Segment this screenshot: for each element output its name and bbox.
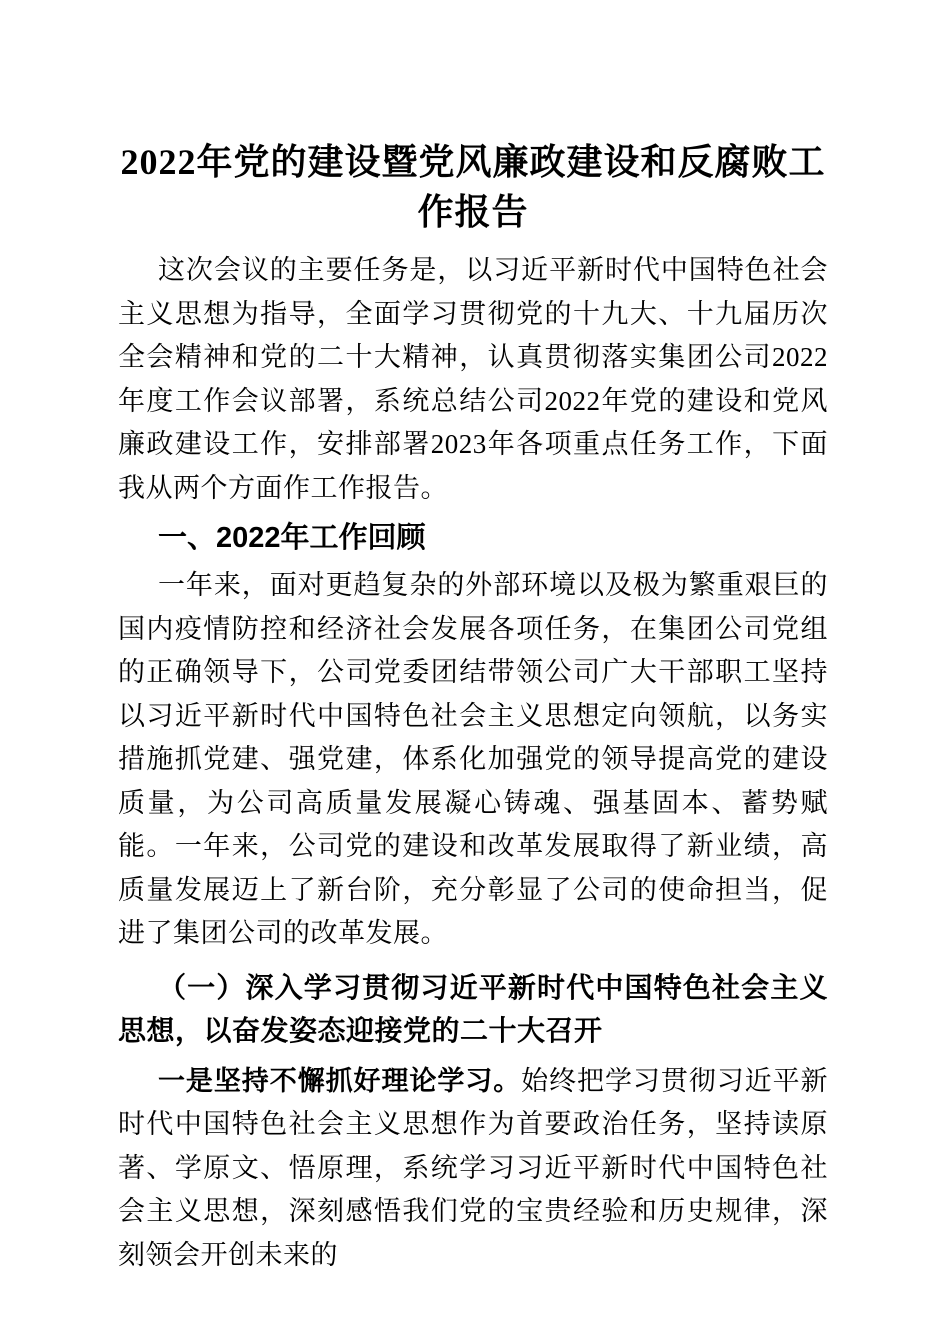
section-heading-2022-review: 一、2022年工作回顾: [158, 522, 426, 554]
paragraph-year-review: 一年来，面对更趋复杂的外部环境以及极为繁重艰巨的国内疫情防控和经济社会发展各项任务，在集团公司党组的正确领导下，公司党委团结带领公司广大干部职工坚持以习近平新时代中国特色社会主义思想定向领航，以务实措施抓党建、强党建，体系化加强党的领导提高党的建设质量，为公司高质量发展凝心铸魂、强基固本、蓄势赋能。一年来，公司党的建设和改革发展取得了新业绩，高质量发展迈上了新台阶，充分彰显了公司的使命担当，促进了集团公司的改革发展。: [118, 570, 828, 948]
subsection-heading-study-thought: （一）深入学习贯彻习近平新时代中国特色社会主义思想，以奋发姿态迎接党的二十大召开: [118, 972, 828, 1047]
paragraph-theory-study: [118, 1060, 828, 1278]
document-title: 2022年党的建设暨党风廉政建设和反腐败工作报告: [120, 142, 826, 232]
paragraph-bold-lead: 一是坚持不懈抓好理论学习。: [158, 1065, 522, 1096]
paragraph-meeting-task: 这次会议的主要任务是，以习近平新时代中国特色社会主义思想为指导，全面学习贯彻党的十九大、十九届历次全会精神和党的二十大精神，认真贯彻落实集团公司2022年度工作会议部署，系统总结公司2022年党的建设和党风廉政建设工作，安排部署2023年各项重点任务工作，下面我从两个方面作工作报告。: [118, 255, 828, 503]
paragraph-continuation-text: 始终把学习贯彻习近平新时代中国特色社会主义思想作为首要政治任务，坚持读原著、学原文、悟原理，系统学习习近平新时代中国特色社会主义思想，深刻感悟我们党的宝贵经验和历史规律，深刻领会开创未来的: [118, 1065, 829, 1270]
